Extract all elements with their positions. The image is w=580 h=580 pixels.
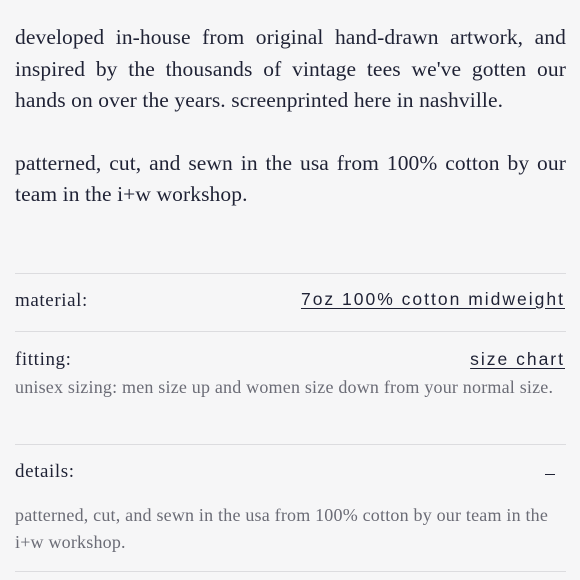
description-paragraph-2: patterned, cut, and sewn in the usa from 100% cotton by our team in the i+w workshop. — [15, 150, 566, 206]
divider — [15, 331, 566, 332]
description-paragraph-1: developed in-house from original hand-drawn artwork, and inspired by the thousands of vintage tees we've gotten our hands on over the years. screenprinted here in nashville. — [15, 25, 566, 112]
fitting-label: fitting: — [15, 349, 72, 370]
divider — [15, 571, 566, 572]
divider — [15, 444, 566, 445]
material-value-link[interactable]: 7oz 100% cotton midweight — [300, 289, 565, 309]
product-description — [15, 22, 566, 211]
minus-icon[interactable] — [545, 474, 555, 475]
details-text: patterned, cut, and sewn in the usa from 100% cotton by our team in the i+w workshop. — [15, 505, 549, 552]
material-label: material: — [15, 290, 88, 311]
details-label: details: — [15, 461, 75, 482]
divider — [15, 273, 566, 274]
fitting-text: unisex sizing: men size up and women size down from your normal size. — [15, 377, 554, 397]
size-chart-link[interactable]: size chart — [470, 349, 565, 369]
